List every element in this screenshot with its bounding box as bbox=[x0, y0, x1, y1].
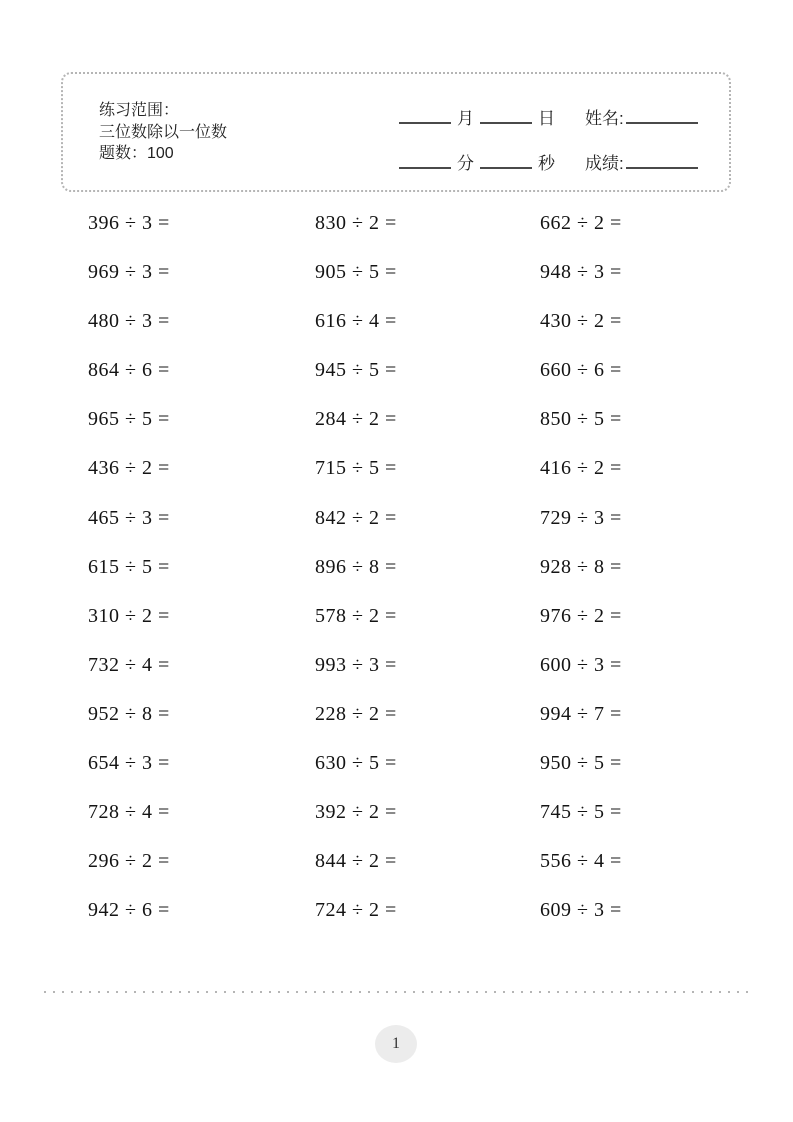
division-problem: 465 ÷ 3 = bbox=[88, 506, 170, 529]
time-score-line bbox=[399, 149, 698, 174]
division-problem: 952 ÷ 8 = bbox=[88, 702, 170, 725]
division-problem: 396 ÷ 3 = bbox=[88, 212, 170, 234]
division-problem: 556 ÷ 4 = bbox=[540, 850, 622, 873]
division-problem: 296 ÷ 2 = bbox=[88, 850, 170, 873]
day-label: 日 bbox=[538, 109, 555, 128]
scope-value: 三位数除以一位数 bbox=[99, 123, 228, 141]
division-problem: 965 ÷ 5 = bbox=[88, 408, 170, 431]
problems-grid bbox=[88, 208, 748, 944]
division-problem: 976 ÷ 2 = bbox=[540, 604, 622, 627]
day-blank-line bbox=[480, 104, 532, 124]
division-problem: 928 ÷ 8 = bbox=[540, 555, 622, 578]
division-problem: 945 ÷ 5 = bbox=[315, 359, 397, 382]
division-problem: 660 ÷ 6 = bbox=[540, 359, 622, 382]
division-problem: 630 ÷ 5 = bbox=[315, 752, 397, 775]
division-problem: 729 ÷ 3 = bbox=[540, 506, 622, 529]
division-problem: 416 ÷ 2 = bbox=[540, 457, 622, 480]
division-problem: 436 ÷ 2 = bbox=[88, 457, 170, 480]
page-divider-line bbox=[44, 991, 750, 993]
division-problem: 284 ÷ 2 = bbox=[315, 408, 397, 431]
score-label: 成绩: bbox=[585, 154, 624, 173]
division-problem: 578 ÷ 2 = bbox=[315, 604, 397, 627]
name-blank-line bbox=[626, 104, 698, 124]
name-label: 姓名: bbox=[585, 109, 624, 128]
division-problem: 616 ÷ 4 = bbox=[315, 310, 397, 333]
scope-label: 练习范围： bbox=[99, 102, 180, 119]
division-problem: 609 ÷ 3 = bbox=[540, 899, 622, 922]
division-problem: 310 ÷ 2 = bbox=[88, 604, 170, 627]
division-problem: 600 ÷ 3 = bbox=[540, 653, 622, 676]
division-problem: 728 ÷ 4 = bbox=[88, 801, 170, 824]
division-problem: 993 ÷ 3 = bbox=[315, 653, 397, 676]
division-problem: 392 ÷ 2 = bbox=[315, 801, 397, 824]
division-problem: 654 ÷ 3 = bbox=[88, 752, 170, 775]
division-problem: 844 ÷ 2 = bbox=[315, 850, 397, 873]
division-problem: 948 ÷ 3 = bbox=[540, 261, 622, 284]
division-problem: 724 ÷ 2 = bbox=[315, 899, 397, 922]
division-problem: 745 ÷ 5 = bbox=[540, 801, 622, 824]
division-problem: 732 ÷ 4 = bbox=[88, 653, 170, 676]
division-problem: 864 ÷ 6 = bbox=[88, 359, 170, 382]
division-problem: 480 ÷ 3 = bbox=[88, 310, 170, 333]
second-blank-line bbox=[480, 149, 532, 169]
practice-info bbox=[99, 100, 227, 165]
division-problem: 715 ÷ 5 = bbox=[315, 457, 397, 480]
score-blank-line bbox=[626, 149, 698, 169]
division-problem: 830 ÷ 2 = bbox=[315, 212, 397, 234]
division-problem: 950 ÷ 5 = bbox=[540, 752, 622, 775]
division-problem: 850 ÷ 5 = bbox=[540, 408, 622, 431]
fill-in-fields bbox=[399, 74, 719, 190]
question-count: 题数：100 bbox=[99, 145, 174, 162]
date-name-line bbox=[399, 104, 698, 129]
page-number-badge bbox=[375, 1025, 417, 1063]
division-problem: 662 ÷ 2 = bbox=[540, 212, 622, 234]
header-info-box bbox=[61, 72, 731, 192]
division-problem: 994 ÷ 7 = bbox=[540, 702, 622, 725]
minute-label: 分 bbox=[457, 154, 474, 173]
month-label: 月 bbox=[457, 109, 474, 128]
division-problem: 905 ÷ 5 = bbox=[315, 261, 397, 284]
minute-blank-line bbox=[399, 149, 451, 169]
division-problem: 842 ÷ 2 = bbox=[315, 506, 397, 529]
month-blank-line bbox=[399, 104, 451, 124]
division-problem: 969 ÷ 3 = bbox=[88, 261, 170, 284]
division-problem: 896 ÷ 8 = bbox=[315, 555, 397, 578]
page-number: 1 bbox=[392, 1035, 400, 1052]
second-label: 秒 bbox=[538, 154, 555, 173]
division-problem: 228 ÷ 2 = bbox=[315, 702, 397, 725]
division-problem: 615 ÷ 5 = bbox=[88, 555, 170, 578]
division-problem: 430 ÷ 2 = bbox=[540, 310, 622, 333]
division-problem: 942 ÷ 6 = bbox=[88, 899, 170, 922]
